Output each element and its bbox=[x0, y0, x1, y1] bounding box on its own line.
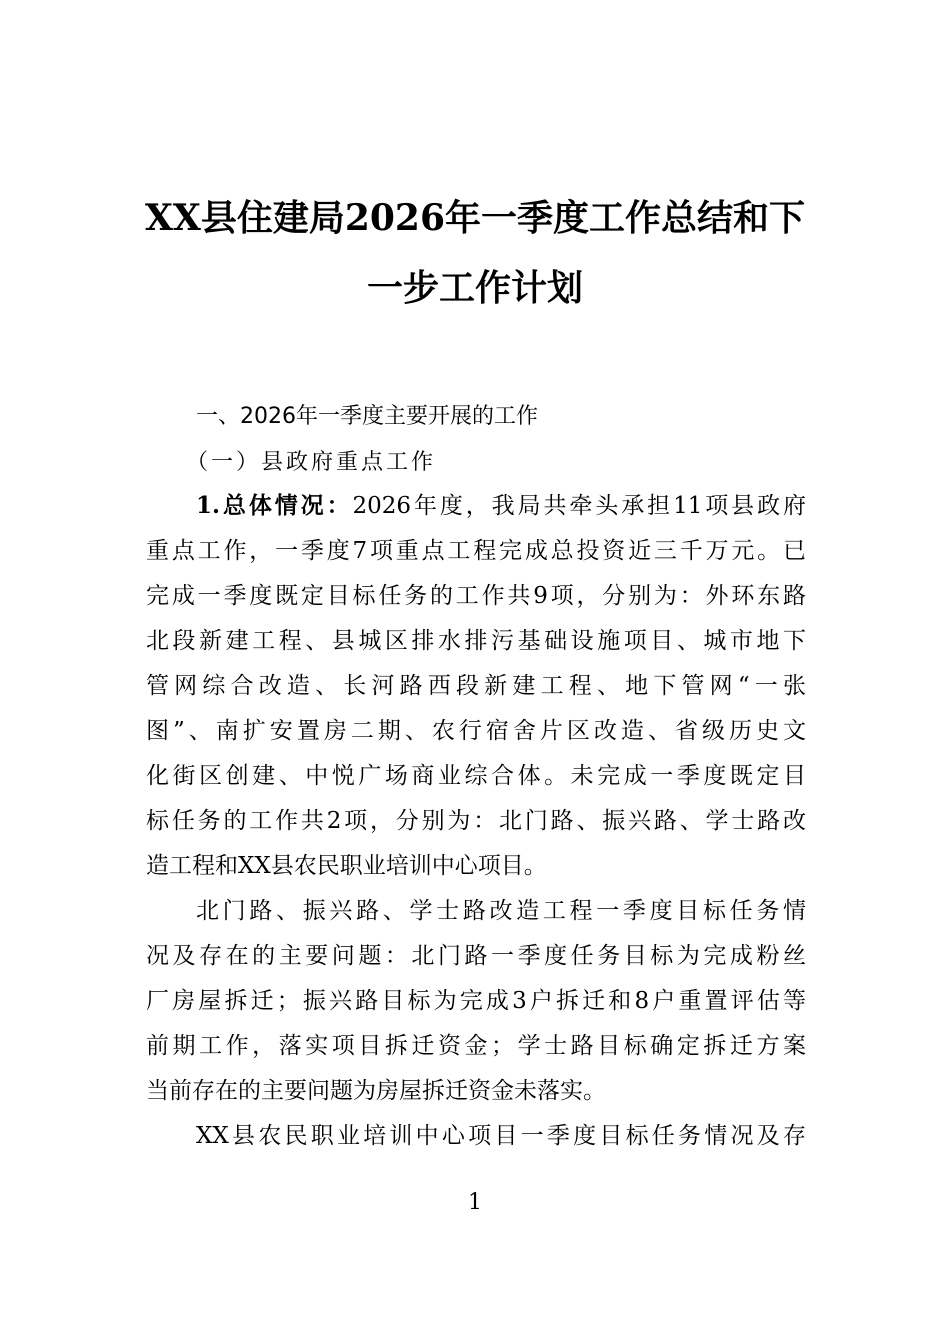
paragraph-1-line-6: 图”、南扩安置房二期、农行宿舍片区改造、省级历史文 bbox=[146, 718, 806, 744]
paragraph-3-line-1: XX县农民职业培训中心项目一季度目标任务情况及存 bbox=[196, 1123, 806, 1149]
paragraph-2-line-4: 前期工作，落实项目拆迁资金；学士路目标确定拆迁方案 bbox=[146, 1033, 806, 1059]
paragraph-1-lead: 1.总体情况： bbox=[196, 492, 353, 519]
paragraph-1-line-2: 重点工作，一季度7项重点工程完成总投资近三千万元。已 bbox=[146, 538, 806, 564]
document-title-line-2: 一步工作计划 bbox=[366, 267, 583, 309]
paragraph-1-line-8: 标任务的工作共2项，分别为：北门路、振兴路、学士路改 bbox=[146, 808, 806, 834]
paragraph-1-line-5: 管网综合改造、长河路西段新建工程、地下管网“一张 bbox=[146, 673, 806, 699]
paragraph-2-line-1: 北门路、振兴路、学士路改造工程一季度目标任务情 bbox=[196, 898, 806, 924]
section-heading: 一、2026年一季度主要开展的工作 bbox=[196, 404, 538, 429]
page-number: 1 bbox=[468, 1190, 482, 1215]
paragraph-1-line-1-text: 2026年度，我局共牵头承担11项县政府 bbox=[352, 493, 806, 519]
paragraph-2-line-5: 当前存在的主要问题为房屋拆迁资金未落实。 bbox=[146, 1078, 606, 1104]
subsection-heading: （一）县政府重点工作 bbox=[186, 450, 437, 475]
paragraph-2-line-2: 况及存在的主要问题：北门路一季度任务目标为完成粉丝 bbox=[146, 943, 806, 969]
paragraph-1-line-3: 完成一季度既定目标任务的工作共9项，分别为：外环东路 bbox=[146, 583, 806, 609]
paragraph-1-line-9: 造工程和XX县农民职业培训中心项目。 bbox=[146, 853, 547, 879]
paragraph-1-line-1 bbox=[196, 490, 806, 522]
document-title-line-1: XX县住建局2026年一季度工作总结和下 bbox=[144, 197, 806, 239]
paragraph-1-line-7: 化街区创建、中悦广场商业综合体。未完成一季度既定目 bbox=[146, 763, 806, 789]
paragraph-2-line-3: 厂房屋拆迁；振兴路目标为完成3户拆迁和8户重置评估等 bbox=[146, 988, 806, 1014]
paragraph-1-line-4: 北段新建工程、县城区排水排污基础设施项目、城市地下 bbox=[146, 628, 806, 654]
